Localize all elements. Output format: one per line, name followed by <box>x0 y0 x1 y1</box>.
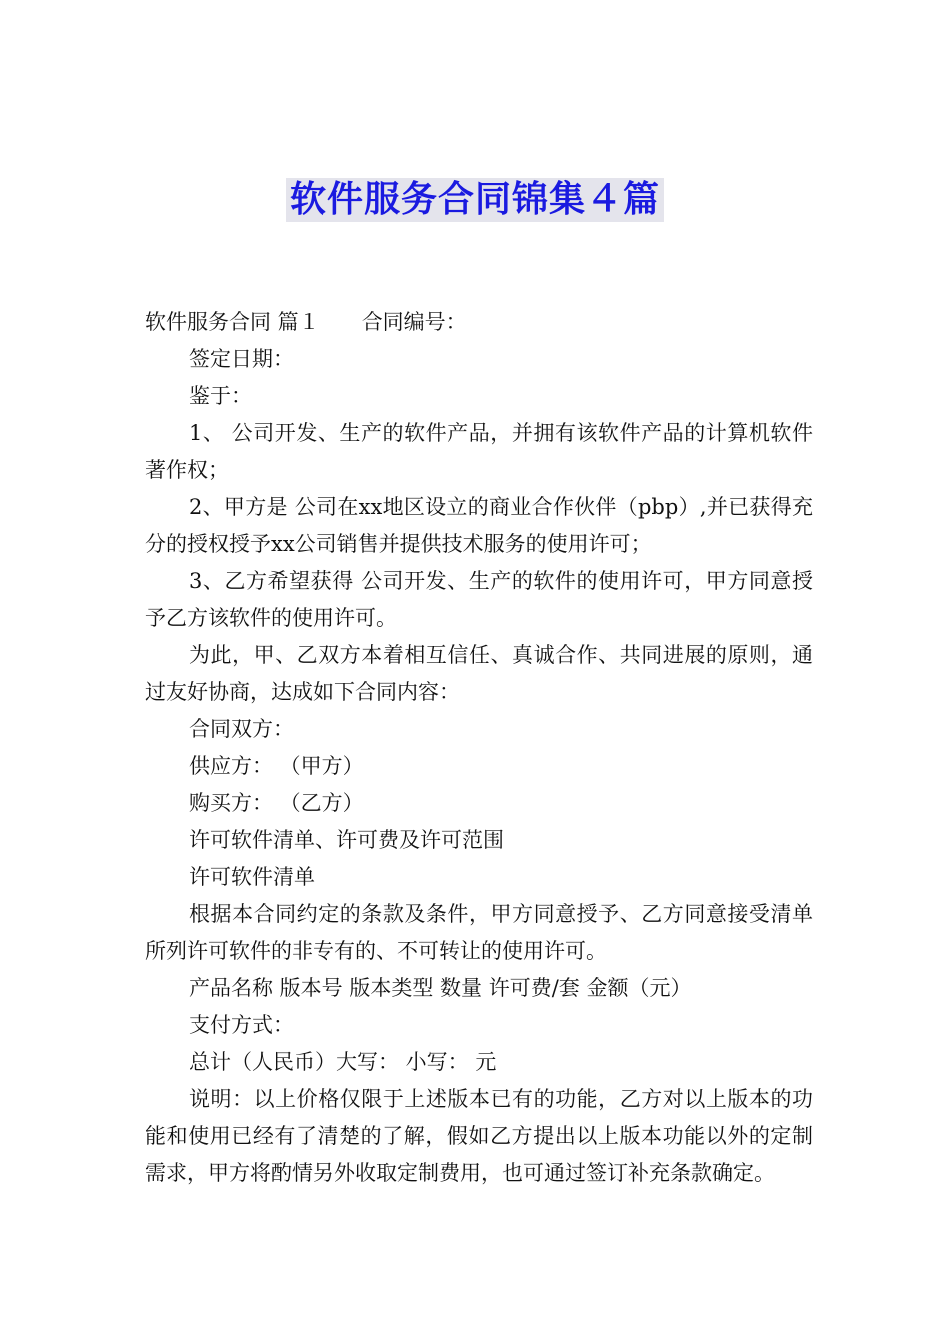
paragraph-item-2: 2、甲方是 公司在xx地区设立的商业合作伙伴（pbp）,并已获得充分的授权授予xx公司销售并提供技术服务的使用许可； <box>145 495 813 556</box>
paragraph-total: 总计（人民币）大写： 小写： 元 <box>189 1050 497 1074</box>
paragraph-item-1: 1、 公司开发、生产的软件产品，并拥有该软件产品的计算机软件著作权； <box>145 421 813 482</box>
paragraph-license-scope: 许可软件清单、许可费及许可范围 <box>189 828 504 852</box>
section-heading: 软件服务合同 篇１ <box>145 310 320 334</box>
paragraph-buyer: 购买方： （乙方） <box>189 791 364 815</box>
paragraph-item-3: 3、乙方希望获得 公司开发、生产的软件的使用许可，甲方同意授予乙方该软件的使用许可。 <box>145 569 813 630</box>
document-title: 软件服务合同锦集４篇 <box>286 178 664 222</box>
paragraph-license-grant: 根据本合同约定的条款及条件，甲方同意授予、乙方同意接受清单所列许可软件的非专有的、不可转让的使用许可。 <box>145 902 813 963</box>
paragraph-product-columns: 产品名称 版本号 版本类型 数量 许可费/套 金额（元） <box>189 976 692 1000</box>
paragraph-license-list: 许可软件清单 <box>189 865 315 889</box>
paragraph-whereas: 鉴于： <box>189 384 252 408</box>
paragraph-parties: 合同双方： <box>189 717 294 741</box>
paragraph-note: 说明：以上价格仅限于上述版本已有的功能，乙方对以上版本的功能和使用已经有了清楚的了解，假如乙方提出以上版本功能以外的定制需求，甲方将酌情另外收取定制费用，也可通过签订补充条款确定。 <box>145 1087 813 1185</box>
paragraph-purpose: 为此，甲、乙双方本着相互信任、真诚合作、共同进展的原则，通过友好协商，达成如下合同内容： <box>145 643 813 704</box>
paragraph-sign-date: 签定日期： <box>189 347 294 371</box>
document-body <box>145 304 813 1192</box>
paragraph-supplier: 供应方： （甲方） <box>189 754 364 778</box>
title-container <box>0 178 950 222</box>
first-line <box>145 304 813 341</box>
paragraph-payment-method: 支付方式： <box>189 1013 294 1037</box>
contract-number-label: 合同编号： <box>361 310 467 334</box>
